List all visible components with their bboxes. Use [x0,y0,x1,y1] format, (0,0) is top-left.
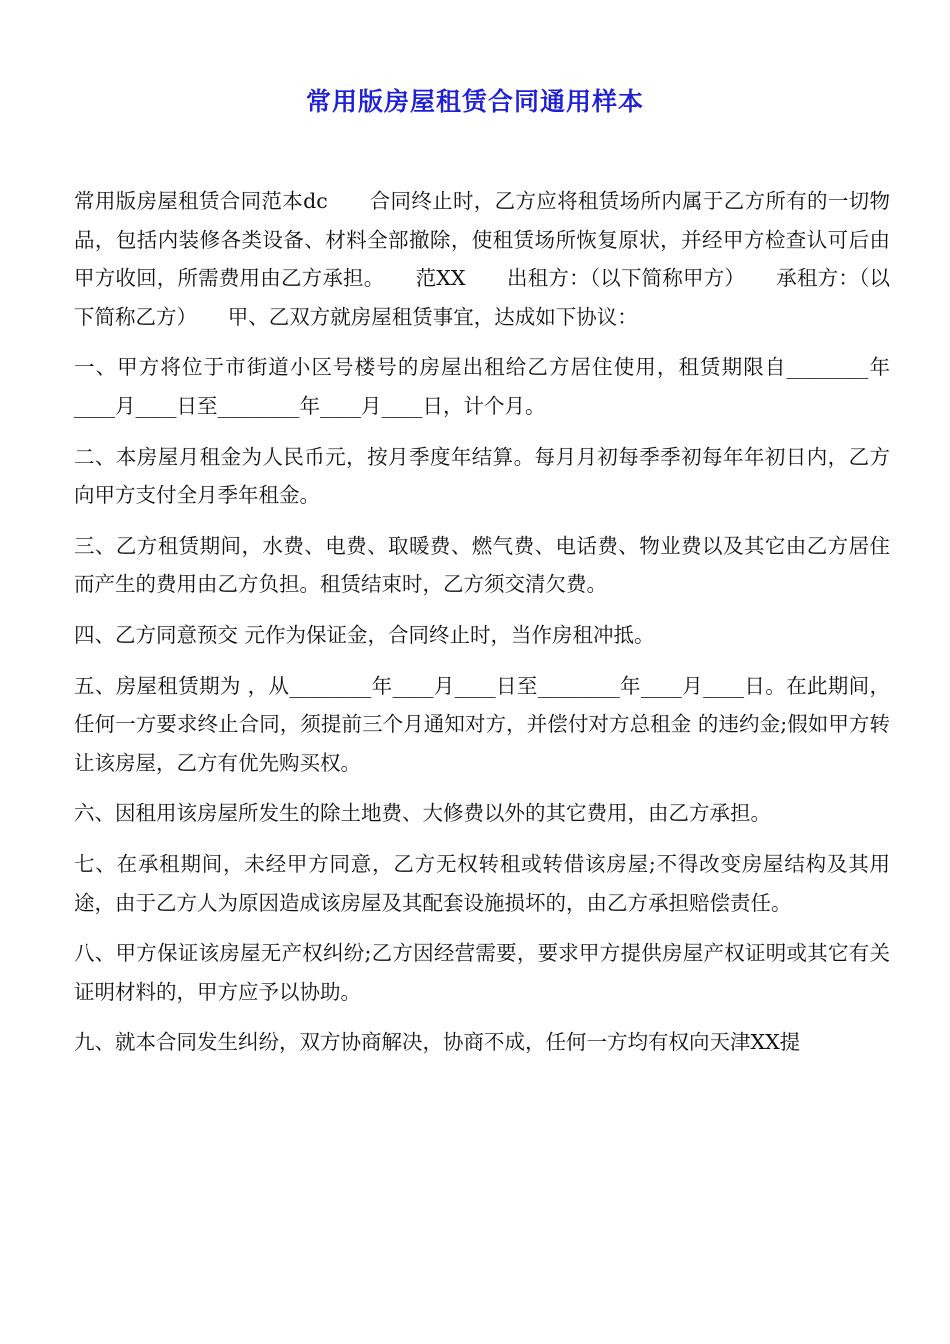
clause-3: 三、乙方租赁期间，水费、电费、取暖费、燃气费、电话费、物业费以及其它由乙方居住而产生的费用由乙方负担。租赁结束时，乙方须交清欠费。 [74,533,890,597]
clause-1: 一、甲方将位于市街道小区号楼号的房屋出租给乙方居住使用，租赁期限自________年____月____日至________年____月____日，计个月。 [74,355,890,418]
clause-2: 二、本房屋月租金为人民币元，按月季度年结算。每月月初每季季初每年年初日内，乙方向甲方支付全月季年租金。 [74,444,890,508]
document-title: 常用版房屋租赁合同通用样本 [305,87,644,116]
intro-paragraph: 常用版房屋租赁合同范本dc 合同终止时，乙方应将租赁场所内属于乙方所有的一切物品，包括内装修各类设备、材料全部撤除，使租赁场所恢复原状，并经甲方检查认可后由甲方收回，所需费用由乙方承担。 范XX 出租方：（以下简称甲方） 承租方：（以下简称乙方） 甲、乙双方就房屋租赁事宜，达成如下协议： [74,189,890,329]
clause-4: 四、乙方同意预交 元作为保证金，合同终止时，当作房租冲抵。 [74,622,655,647]
clause-6: 六、因租用该房屋所发生的除土地费、大修费以外的其它费用，由乙方承担。 [74,801,771,826]
clause-9: 九、就本合同发生纠纷，双方协商解决，协商不成，任何一方均有权向天津XX提 [74,1030,801,1055]
clause-8: 八、甲方保证该房屋无产权纠纷;乙方因经营需要，要求甲方提供房屋产权证明或其它有关证明材料的，甲方应予以协助。 [74,941,890,1004]
document-body [74,182,890,1074]
clause-5: 五、房屋租赁期为 ，从________年____月____日至________年____月____日。在此期间，任何一方要求终止合同，须提前三个月通知对方，并偿付对方总租金 的违约金;假如甲方转让该房屋，乙方有优先购买权。 [74,673,890,775]
clause-7: 七、在承租期间，未经甲方同意，乙方无权转租或转借该房屋;不得改变房屋结构及其用途，由于乙方人为原因造成该房屋及其配套设施损坏的，由乙方承担赔偿责任。 [74,851,890,915]
